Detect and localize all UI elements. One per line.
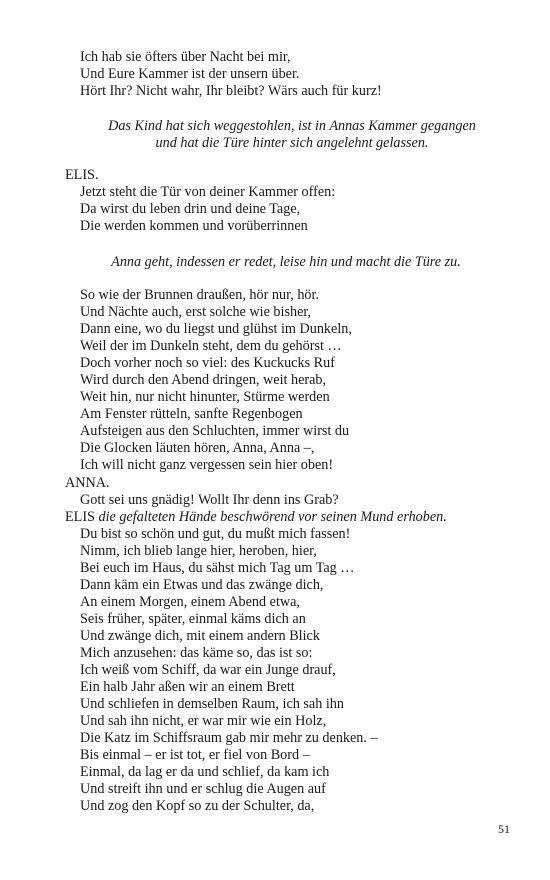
- verse-line: Ich hab sie öfters über Nacht bei mir,: [80, 49, 291, 65]
- verse-line: Die Katz im Schiffsraum gab mir mehr zu denken. –: [80, 730, 378, 747]
- speech-anna: [0, 475, 550, 509]
- stage-line: und hat die Türe hinter sich angelehnt gelassen.: [155, 135, 429, 152]
- verse-block-a: [0, 49, 550, 100]
- verse-line: Doch vorher noch so viel: des Kuckucks Ruf: [80, 355, 335, 372]
- speaker-name: ELIS: [65, 508, 95, 525]
- verse-line: Weit hin, nur nicht hinunter, Stürme werden: [80, 389, 330, 406]
- verse-line: Am Fenster rütteln, sanfte Regenbogen: [80, 406, 303, 423]
- verse-line: So wie der Brunnen draußen, hör nur, hör.: [80, 287, 319, 303]
- stage-direction-3: die gefalteten Hände beschwörend vor seinen Mund erhoben.: [98, 508, 447, 525]
- verse-line: Ich weiß vom Schiff, da war ein Junge drauf,: [80, 662, 336, 679]
- speaker-line: [0, 509, 550, 526]
- verse-line: Weil der im Dunkeln steht, dem du gehörst …: [80, 338, 342, 355]
- verse-line: Wird durch den Abend dringen, weit herab,: [80, 372, 327, 389]
- speaker-name: ELIS.: [65, 167, 99, 183]
- verse-line: Die werden kommen und vorüberrinnen: [80, 218, 308, 235]
- verse-line: Ein halb Jahr aßen wir an einem Brett: [80, 679, 295, 696]
- verse-line: Und zog den Kopf so zu der Schulter, da,: [80, 798, 315, 815]
- speech-elis-1: [0, 167, 550, 235]
- stage-line: Das Kind hat sich weggestohlen, ist in Annas Kammer gegangen: [108, 118, 476, 134]
- verse-line: Hört Ihr? Nicht wahr, Ihr bleibt? Wärs auch für kurz!: [80, 83, 382, 100]
- verse-line: Und sah ihn nicht, er war mir wie ein Holz,: [80, 713, 327, 730]
- stage-direction-1: [0, 118, 550, 152]
- stage-line: Anna geht, indessen er redet, leise hin und macht die Türe zu.: [111, 254, 461, 270]
- verse-line: Die Glocken läuten hören, Anna, Anna –,: [80, 440, 315, 457]
- verse-line: An einem Morgen, einem Abend etwa,: [80, 593, 300, 610]
- verse-line: Und Eure Kammer ist der unsern über.: [80, 66, 300, 83]
- verse-block-c: [0, 287, 550, 475]
- verse-line: Einmal, da lag er da und schlief, da kam ich: [80, 764, 330, 781]
- verse-line: Und schliefen in demselben Raum, ich sah ihn: [80, 696, 344, 713]
- verse-line: Und zwänge dich, mit einem andern Blick: [80, 627, 320, 644]
- speech-elis-2: [0, 509, 550, 816]
- verse-line: Und streift ihn und er schlug die Augen auf: [80, 781, 326, 798]
- verse-line: Mich anzusehen: das käme so, das ist so:: [80, 644, 313, 661]
- verse-line: Ich will nicht ganz vergessen sein hier oben!: [80, 457, 334, 474]
- page-number: 51: [498, 822, 510, 836]
- verse-line: Jetzt steht die Tür von deiner Kammer offen:: [80, 184, 336, 201]
- speaker-name: ANNA.: [65, 474, 110, 491]
- verse-line: Du bist so schön und gut, du mußt mich fassen!: [80, 525, 351, 542]
- verse-line: Da wirst du leben drin und deine Tage,: [80, 201, 301, 218]
- verse-line: Bis einmal – er ist tot, er fiel von Bord –: [80, 747, 310, 764]
- verse-line: Aufsteigen aus den Schluchten, immer wirst du: [80, 423, 350, 440]
- verse-line: Und Nächte auch, erst solche wie bisher,: [80, 304, 312, 321]
- verse-line: Dann eine, wo du liegst und glühst im Dunkeln,: [80, 321, 352, 338]
- verse-line: Seis früher, später, einmal käms dich an: [80, 610, 306, 627]
- verse-line: Dann käm ein Etwas und das zwänge dich,: [80, 576, 324, 593]
- stage-direction-2: [0, 254, 550, 271]
- verse-line: Bei euch im Haus, du sähst mich Tag um Tag …: [80, 559, 355, 576]
- verse-line: Gott sei uns gnädig! Wollt Ihr denn ins Grab?: [80, 491, 339, 508]
- verse-line: Nimm, ich blieb lange hier, heroben, hier,: [80, 542, 317, 559]
